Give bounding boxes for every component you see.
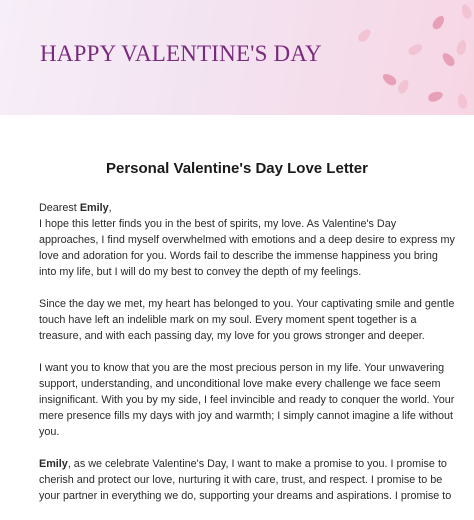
petal-icon [440,51,457,68]
text-line: into my life, but I will do my best to convey the depth of my feelings. [39,266,362,278]
text-line: your partner in everything we do, supporting your dreams and aspirations. I promise to [39,490,452,502]
petal-icon [427,90,444,104]
recipient-name: Emily [39,458,68,470]
petal-icon [381,72,398,88]
text-line: love and adoration for you. Words fail to describe the immense happiness you bring [39,250,438,262]
text-line: you. [39,426,60,438]
text-line: Since the day we met, my heart has belonged to you. Your captivating smile and gentle [39,298,455,310]
text-fragment: , as we celebrate Valentine's Day, I want to make a promise to you. I promise to [67,458,447,470]
text-line: cherish and protect our love, nurturing it with care, trust, and respect. I promise to be [39,474,443,486]
text-line: mere presence fills my days with joy and warmth; I simply cannot imagine a life without [39,410,454,422]
petal-icon [431,14,447,31]
petal-icon [356,27,373,44]
recipient-name: Emily [79,202,109,214]
paragraph [39,216,455,280]
paragraph [39,296,455,344]
text-line: touch have left an indelible mark on my soul. Every moment spent together is a [39,314,417,326]
text-line [39,456,447,472]
text-line: support, understanding, and unconditional love make every challenge we face seem [39,378,441,390]
letter-body [39,200,455,520]
header-banner [0,0,474,115]
petal-icon [457,93,468,109]
document-title: Personal Valentine's Day Love Letter [105,160,368,177]
text-line: I hope this letter finds you in the best of spirits, my love. As Valentine's Day [39,218,397,230]
paragraph [39,360,455,440]
petal-icon [455,39,468,56]
greeting-word: Dearest [39,202,77,214]
paragraph [39,456,452,504]
text-line: I want you to know that you are the most precious person in my life. Your unwavering [39,362,445,374]
text-line: treasure, and with each passing day, my love for you grows stronger and deeper. [39,330,425,342]
text-line: insignificant. With you by my side, I feel invincible and ready to conquer the world. Your [39,394,455,406]
petal-icon [407,42,424,57]
text-line: approaches, I find myself overwhelmed with emotions and a deep desire to express my [39,234,455,246]
banner-title: HAPPY VALENTINE'S DAY [40,41,322,66]
greeting [39,200,439,216]
petal-icon [460,3,474,20]
petal-icon [396,78,410,95]
greeting-punctuation: , [108,202,112,214]
